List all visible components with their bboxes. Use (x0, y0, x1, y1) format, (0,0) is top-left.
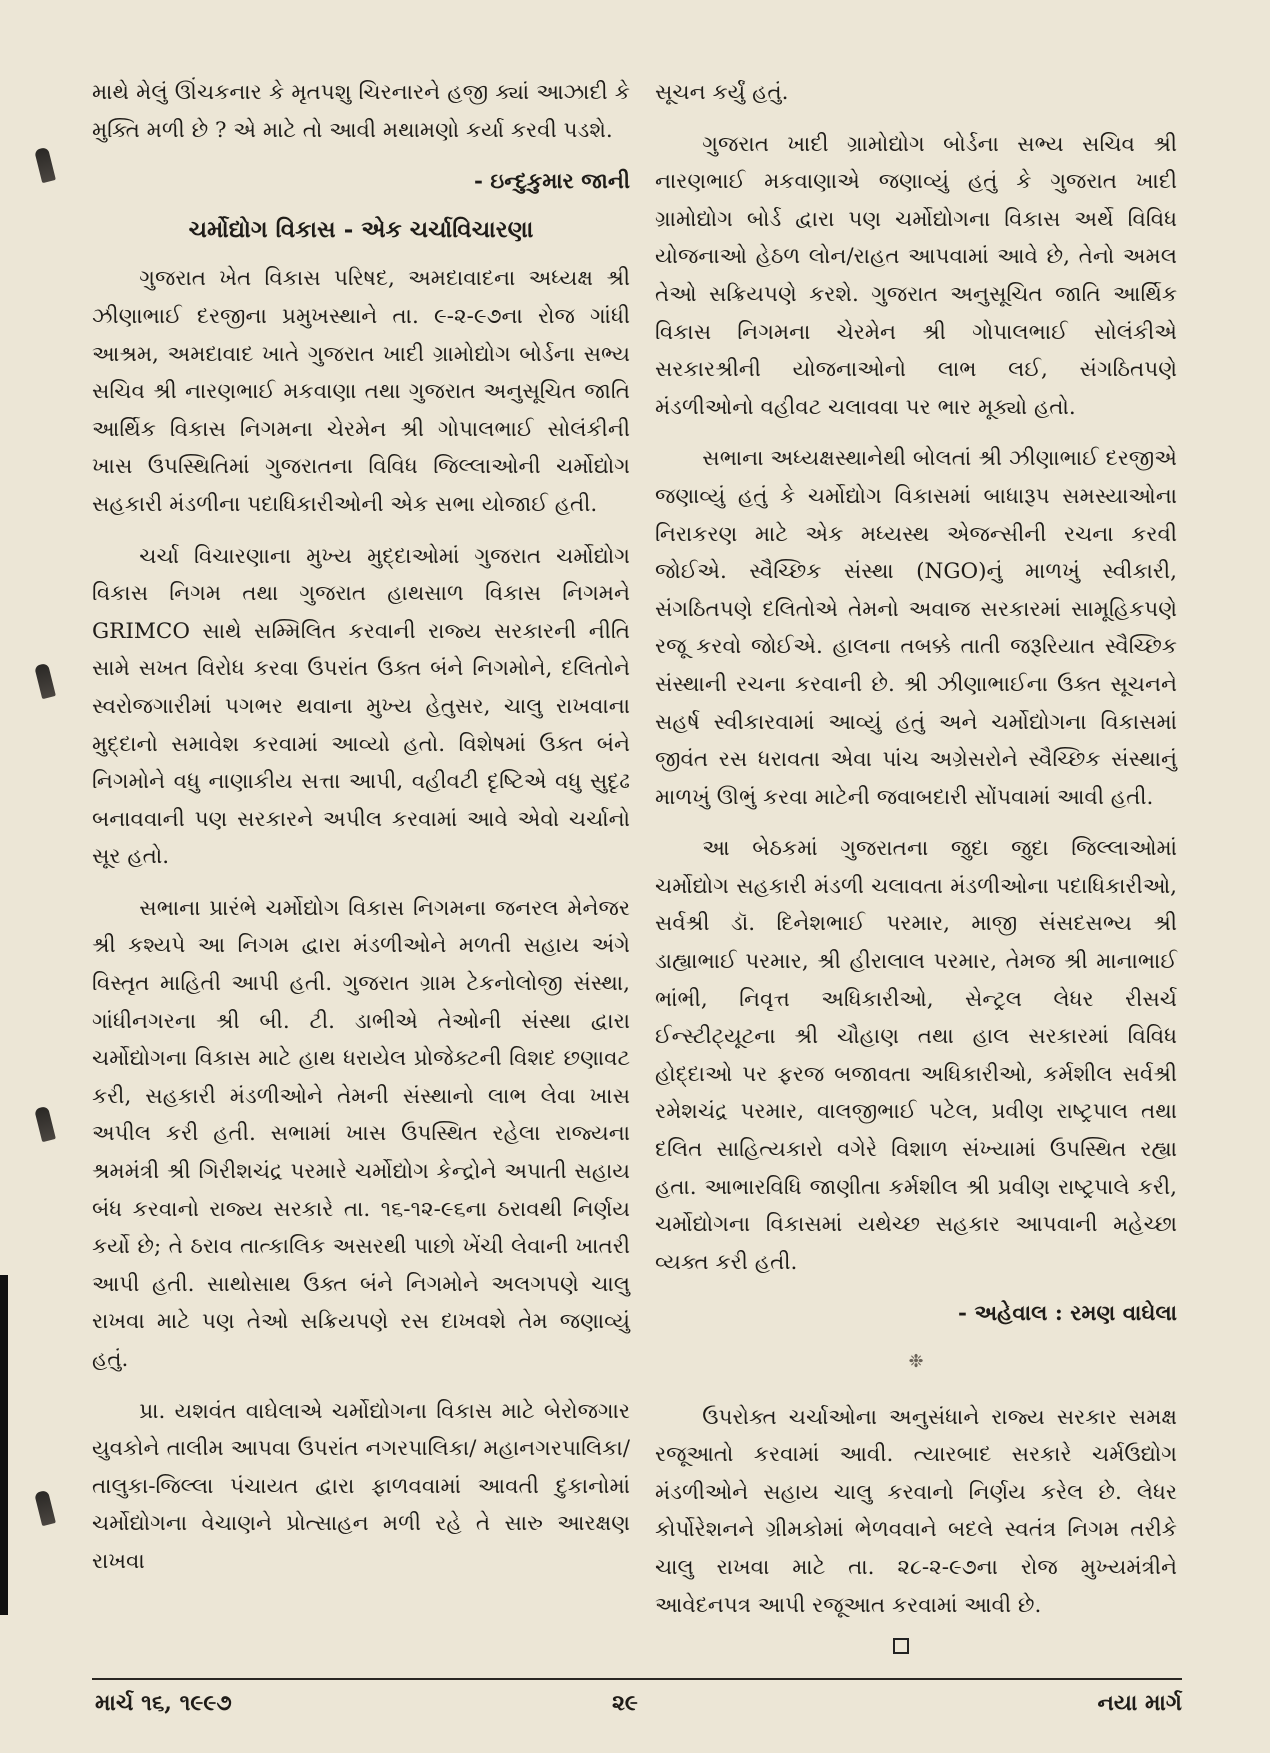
continuation-line: સૂચન કર્યું હતું. (655, 80, 789, 105)
intro-paragraph: માથે મેલું ઊંચકનાર કે મૃતપશુ ચિરનારને હજી ક્યાં આઝાદી કે મુક્તિ મળી છે ? એ માટે તો આવી મથામણો કર્યા કરવી પડશે. (92, 80, 630, 143)
article-paragraph: આ બેઠકમાં ગુજરાતના જુદા જુદા જિલ્લાઓમાં ચર્મોદ્યોગ સહકારી મંડળી ચલાવતા મંડળીઓના પદાધિકારીઓ, સર્વશ્રી ડૉ. દિનેશભાઈ પરમાર, માજી સંસદસભ્ય શ્રી ડાહ્યાભાઈ પરમાર, શ્રી હીરાલાલ પરમાર, તેમજ શ્રી માનાભાઈ ભાંભી, નિવૃત્ત અધિકારીઓ, સેન્ટ્રલ લેધર રીસર્ચ ઈન્સ્ટીટ્યૂટના શ્રી ચૌહાણ તથા હાલ સરકારમાં વિવિધ હોદ્દાઓ પર ફરજ બજાવતા અધિકારીઓ, કર્મશીલ સર્વશ્રી રમેશચંદ્ર પરમાર, વાલજીભાઈ પટેલ, પ્રવીણ રાષ્ટ્રપાલ તથા દલિત સાહિત્યકારો વગેરે વિશાળ સંખ્યામાં ઉપસ્થિત રહ્યા હતા. આભારવિધિ જાણીતા કર્મશીલ શ્રી પ્રવીણ રાષ્ટ્રપાલે કરી, ચર્મોદ્યોગના વિકાસમાં યથેચ્છ સહકાર આપવાની મહેચ્છા વ્યક્ત કરી હતી. (655, 836, 1177, 1275)
article-paragraph: ગુજરાત ખાદી ગ્રામોદ્યોગ બોર્ડના સભ્ય સચિવ શ્રી નારણભાઈ મકવાણાએ જણાવ્યું હતું કે ગુજરાત ખાદી ગ્રામોદ્યોગ બોર્ડ દ્વારા પણ ચર્મોદ્યોગના વિકાસ અર્થે વિવિધ યોજનાઓ હેઠળ લોન/રાહત આપવામાં આવે છે, તેનો અમલ તેઓ સક્રિયપણે કરશે. ગુજરાત અનુસૂચિત જાતિ આર્થિક વિકાસ નિગમના ચેરમેન શ્રી ગોપાલભાઈ સોલંકીએ સરકારશ્રીની યોજનાઓનો લાભ લઈ, સંગઠિતપણે મંડળીઓનો વહીવટ ચલાવવા પર ભાર મૂક્યો હતો. (655, 131, 1177, 420)
article-paragraph: ગુજરાત ખેત વિકાસ પરિષદ, અમદાવાદના અધ્યક્ષ શ્રી ઝીણાભાઈ દરજીના પ્રમુખસ્થાને તા. ૯-૨-૯૭ના રોજ ગાંધી આશ્રમ, અમદાવાદ ખાતે ગુજરાત ખાદી ગ્રામોદ્યોગ બોર્ડના સભ્ય સચિવ શ્રી નારણભાઈ મકવાણા તથા ગુજરાત અનુસૂચિત જાતિ આર્થિક વિકાસ નિગમના ચેરમેન શ્રી ગોપાલભાઈ સોલંકીની ખાસ ઉપસ્થિતિમાં ગુજરાતના વિવિધ જિલ્લાઓની ચર્મોદ્યોગ સહકારી મંડળીના પદાધિકારીઓની એક સભા યોજાઈ હતી. (92, 266, 630, 517)
staple-pin (34, 663, 56, 699)
ornament-icon: ❉ (908, 1351, 924, 1372)
staple-pin (34, 1106, 56, 1142)
article-paragraph: સભાના પ્રારંભે ચર્મોદ્યોગ વિકાસ નિગમના જનરલ મેનેજર શ્રી કશ્યપે આ નિગમ દ્વારા મંડળીઓને મળતી સહાય અંગે વિસ્તૃત માહિતી આપી હતી. ગુજરાત ગ્રામ ટેકનોલોજી સંસ્થા, ગાંધીનગરના શ્રી બી. ટી. ડાભીએ તેઓની સંસ્થા દ્વારા ચર્મોદ્યોગના વિકાસ માટે હાથ ધરાયેલ પ્રોજેક્ટની વિશદ છણાવટ કરી, સહકારી મંડળીઓને તેમની સંસ્થાનો લાભ લેવા ખાસ અપીલ કરી હતી. સભામાં ખાસ ઉપસ્થિત રહેલા રાજ્યના શ્રમમંત્રી શ્રી ગિરીશચંદ્ર પરમારે ચર્મોદ્યોગ કેન્દ્રોને અપાતી સહાય બંધ કરવાનો રાજ્ય સરકારે તા. ૧૬-૧૨-૯૬ના ઠરાવથી નિર્ણય કર્યો છે; તે ઠરાવ તાત્કાલિક અસરથી પાછો ખેંચી લેવાની ખાતરી આપી હતી. સાથોસાથ ઉક્ત બંને નિગમોને અલગપણે ચાલુ રાખવા માટે પણ તેઓ સક્રિયપણે રસ દાખવશે તેમ જણાવ્યું હતું. (92, 895, 630, 1372)
footer-divider (92, 1678, 1182, 1680)
article-paragraph: ચર્ચા વિચારણાના મુખ્ય મુદ્દાઓમાં ગુજરાત ચર્મોદ્યોગ વિકાસ નિગમ તથા ગુજરાત હાથસાળ વિકાસ નિગમને GRIMCO સાથે સમ્મિલિત કરવાની રાજ્ય સરકારની નીતિ સામે સખત વિરોધ કરવા ઉપરાંત ઉક્ત બંને નિગમોને, દલિતોને સ્વરોજગારીમાં પગભર થવાના મુખ્ય હેતુસર, ચાલુ રાખવાના મુદ્દાનો સમાવેશ કરવામાં આવ્યો હતો. વિશેષમાં ઉક્ત બંને નિગમોને વધુ નાણાકીય સત્તા આપી, વહીવટી દૃષ્ટિએ વધુ સુદૃઢ બનાવવાની પણ સરકારને અપીલ કરવામાં આવે એવો ચર્ચાનો સૂર હતો. (92, 543, 630, 870)
magazine-name: નયા માર્ગ (1097, 1690, 1182, 1716)
closing-paragraph: ઉપરોક્ત ચર્ચાઓના અનુસંધાને રાજ્ય સરકાર સમક્ષ રજૂઆતો કરવામાં આવી. ત્યારબાદ સરકારે ચર્મઉદ્યોગ મંડળીઓને સહાય ચાલુ કરવાનો નિર્ણય કરેલ છે. લેધર કોર્પોરેશનને ગ્રીમકોમાં ભેળવવાને બદલે સ્વતંત્ર નિગમ તરીકે ચાલુ રાખવા માટે તા. ૨૮-૨-૯૭ના રોજ મુખ્યમંત્રીને આવેદનપત્ર આપી રજૂઆત કરવામાં આવી છે. (655, 1404, 1177, 1618)
intro-signature: - ઇન્દુકુમાર જાની (474, 169, 630, 195)
left-column (92, 74, 630, 1595)
article-title: ચર્મોદ્યોગ વિકાસ - એક ચર્ચાવિચારણા (188, 215, 534, 243)
article-paragraph: સભાના અધ્યક્ષસ્થાનેથી બોલતાં શ્રી ઝીણાભાઈ દરજીએ જણાવ્યું હતું કે ચર્મોદ્યોગ વિકાસમાં બાધારૂપ સમસ્યાઓના નિરાકરણ માટે એક મધ્યસ્થ એજન્સીની રચના કરવી જોઈએ. સ્વૈચ્છિક સંસ્થા (NGO)નું માળખું સ્વીકારી, સંગઠિતપણે દલિતોએ તેમનો અવાજ સરકારમાં સામૂહિકપણે રજૂ કરવો જોઈએ. હાલના તબક્કે તાતી જરૂરિયાત સ્વૈચ્છિક સંસ્થાની રચના કરવાની છે. શ્રી ઝીણાભાઈના ઉક્ત સૂચનને સહર્ષ સ્વીકારવામાં આવ્યું હતું અને ચર્મોદ્યોગના વિકાસમાં જીવંત રસ ધરાવતા એવા પાંચ અગ્રેસરોને સ્વૈચ્છિક સંસ્થાનું માળખું ઊભું કરવા માટેની જવાબદારી સોંપવામાં આવી હતી. (655, 446, 1177, 810)
staple-pin (34, 1490, 56, 1526)
staple-pin (34, 147, 56, 183)
footer-date: માર્ચ ૧૬, ૧૯૯૭ (95, 1690, 232, 1716)
report-signature: - અહેવાલ : રમણ વાઘેલા (958, 1301, 1177, 1327)
page-number: ૨૯ (612, 1690, 638, 1716)
right-column (655, 74, 1177, 1654)
binding-edge (0, 1275, 8, 1615)
end-square-icon (893, 1638, 909, 1654)
article-paragraph: પ્રા. યશવંત વાઘેલાએ ચર્મોદ્યોગના વિકાસ માટે બેરોજગાર યુવકોને તાલીમ આપવા ઉપરાંત નગરપાલિકા/ મહાનગરપાલિકા/ તાલુકા-જિલ્લા પંચાયત દ્વારા ફાળવવામાં આવતી દુકાનોમાં ચર્મોદ્યોગના વેચાણને પ્રોત્સાહન મળી રહે તે સારુ આરક્ષણ રાખવા (92, 1398, 630, 1574)
